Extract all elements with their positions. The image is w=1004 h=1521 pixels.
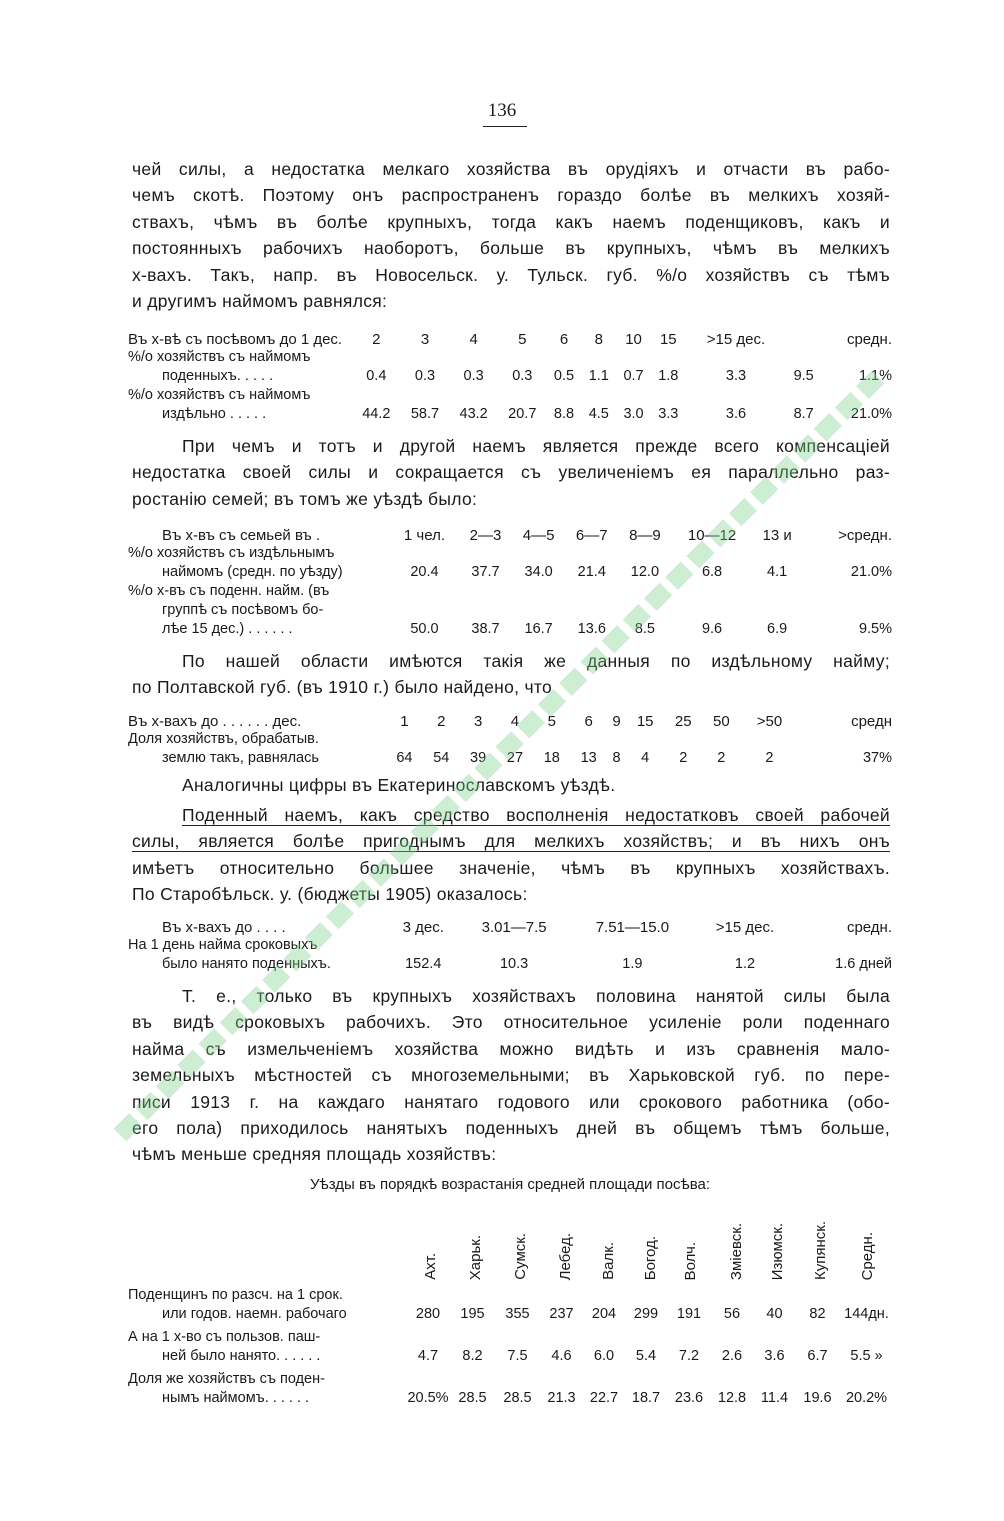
row-label-line: %/о хозяйствъ съ наймомъ (128, 387, 311, 403)
row-label-line: группѣ съ посѣвомъ бо- (162, 602, 324, 618)
cell: 8.2 (462, 1348, 483, 1364)
header-cell: 3 дес. (402, 919, 444, 936)
watermark-band (120, 375, 880, 1135)
cell: 21.0% (850, 564, 892, 580)
cell: 10.3 (499, 956, 529, 972)
header-cell: 6 (559, 331, 569, 348)
cell: 20.7 (508, 406, 537, 422)
cell: 5.5 » (850, 1348, 883, 1364)
cell: 21.3 (547, 1390, 576, 1406)
header-cell: 1 (400, 713, 409, 730)
cell: 37% (862, 750, 892, 766)
cell: 1.1 (588, 368, 609, 384)
cell: 4 (641, 750, 650, 766)
cell: 6.9 (767, 621, 788, 637)
text-line: недостатка своей силы и сокращается съ увеличеніемъ ея параллельно раз- (132, 462, 890, 483)
cell: 8.5 (634, 621, 655, 637)
header-cell: 2 (372, 331, 381, 348)
text-line: въ видѣ сроковыхъ рабочихъ. Это относительное усиленіе роли поденнаго (132, 1012, 890, 1033)
cell: 39 (470, 750, 487, 766)
cell: 4.7 (417, 1348, 439, 1364)
cell: 21.0% (850, 406, 892, 422)
cell: 37.7 (471, 564, 500, 580)
row-label-line: поденныхъ. . . . . (162, 368, 274, 384)
cell: 18.7 (631, 1390, 661, 1406)
header-cell: 3 (473, 713, 483, 730)
row-label-line: или годов. наемн. рабочаго (162, 1306, 347, 1322)
cell: 12.8 (717, 1390, 747, 1406)
header-cell: 15 (659, 331, 677, 348)
cell: 6.0 (593, 1348, 615, 1364)
cell: 6.7 (807, 1348, 828, 1364)
header-cell: средн (851, 713, 892, 730)
header-cell: 5 (547, 713, 556, 730)
text-line: ростанію семей; въ томъ же уѣздѣ было: (132, 488, 478, 509)
cell: 3.0 (623, 406, 644, 422)
cell: 0.3 (512, 368, 533, 384)
text-line: постоянныхъ рабочихъ наоборотъ, больше въ крупныхъ, чѣмъ въ мелкихъ (132, 238, 890, 259)
cell: 18 (543, 750, 560, 766)
text-line: Аналогичны цифры въ Екатеринославскомъ уѣздѣ. (182, 775, 616, 795)
cell: 21.4 (577, 564, 606, 580)
cell: 0.3 (463, 368, 484, 384)
cell: 1.2 (734, 956, 756, 972)
cell: 2 (717, 750, 726, 766)
cell: 20.5% (407, 1390, 449, 1406)
underlined-text: Поденный наемъ, какъ средство восполненія недостатковъ своей рабочей (182, 805, 890, 825)
column-header-text: Ахт. (421, 1253, 439, 1280)
cell: 8.8 (553, 406, 575, 422)
cell: 4.5 (588, 406, 609, 422)
cell: 2.6 (721, 1348, 743, 1364)
column-header-text: Купянск. (811, 1221, 829, 1280)
header-cell: 2—3 (469, 527, 502, 544)
header-cell: 50 (713, 713, 730, 730)
cell: 355 (505, 1306, 530, 1322)
header-cell: >50 (756, 713, 783, 730)
column-header-text: Лебед. (556, 1232, 574, 1280)
header-cell: 15 (636, 713, 654, 730)
cell: 280 (415, 1306, 441, 1322)
cell: 144дн. (844, 1306, 889, 1322)
header-cell: >15 дес. (706, 331, 766, 348)
cell: 7.2 (678, 1348, 700, 1364)
cell: 54 (433, 750, 450, 766)
cell: 0.5 (553, 368, 575, 384)
text-line: и другимъ наймомъ равнялся: (132, 291, 388, 312)
cell: 237 (549, 1306, 574, 1322)
header-cell: 3.01—7.5 (481, 919, 547, 936)
cell: 28.5 (458, 1390, 487, 1406)
cell: 4.1 (767, 564, 788, 580)
cell: 1.6 дней (835, 956, 892, 972)
header-cell: 6 (584, 713, 593, 730)
text-line: чѣмъ меньше средняя площадь хозяйствъ: (132, 1144, 497, 1165)
text-line: По нашей области имѣются такія же данныя по издѣльному найму; (182, 651, 890, 671)
underlined-text: силы, является болѣе пригоднымъ для мелкихъ хозяйствъ; и въ нихъ онъ (132, 831, 890, 852)
cell: 1.9 (622, 956, 643, 972)
cell: 43.2 (459, 406, 488, 422)
cell: 64 (396, 750, 413, 766)
column-header-text: Харьк. (466, 1234, 484, 1280)
cell: 8 (612, 750, 621, 766)
row-label-line: землю такъ, равнялась (162, 750, 319, 766)
cell: 11.4 (760, 1390, 789, 1406)
cell: 27 (506, 750, 524, 766)
header-cell: средн. (846, 331, 892, 348)
cell: 3.6 (725, 406, 747, 422)
column-header-text: Валк. (599, 1242, 617, 1280)
cell: 204 (591, 1306, 617, 1322)
cell: 3.6 (764, 1348, 785, 1364)
cell: 58.7 (410, 406, 440, 422)
cell: 2 (679, 750, 688, 766)
text-line: его пола) приходилось нанятыхъ поденныхъ дней въ общемъ тѣмъ больше, (132, 1118, 890, 1139)
text-line: по Полтавской губ. (въ 1910 г.) было найдено, что (132, 677, 553, 698)
text-line: Т. е., только въ крупныхъ хозяйствахъ половина нанятой силы была (182, 986, 890, 1006)
cell: 20.2% (845, 1390, 888, 1406)
header-cell: 10 (625, 331, 642, 348)
header-cell: 3 (420, 331, 430, 348)
text-line: имѣетъ относительно большее значеніе, чѣмъ въ крупныхъ хозяйствахъ. (132, 857, 890, 878)
row-label-line: А на 1 х-во съ пользов. паш- (128, 1329, 321, 1345)
header-cell: 4 (510, 713, 520, 730)
cell: 9.5 (793, 368, 814, 384)
text-line: найма съ измельченіемъ хозяйства можно видѣть и изъ сравненія мало- (132, 1038, 890, 1059)
row-label-line: Доля хозяйствъ, обрабатыв. (128, 731, 319, 747)
cell: 38.7 (471, 621, 500, 637)
text-line: чей силы, а недостатка мелкаго хозяйства въ орудіяхъ и отчасти въ рабо- (132, 159, 890, 179)
header-cell: 10—12 (687, 527, 737, 544)
header-cell: 13 и (762, 527, 792, 544)
header-label: Въ х-вѣ съ посѣвомъ до 1 дес. (128, 331, 343, 348)
header-cell: 25 (674, 713, 692, 730)
header-label: Въ х-вахъ до . . . . (162, 919, 286, 936)
header-label: Въ х-вахъ до . . . . . . дес. (128, 713, 302, 730)
cell: 20.4 (410, 564, 439, 580)
cell: 56 (723, 1306, 741, 1322)
cell: 152.4 (405, 956, 442, 972)
cell: 50.0 (410, 621, 439, 637)
header-cell: 9 (612, 713, 621, 730)
header-cell: 2 (437, 713, 446, 730)
header-cell: 6—7 (575, 527, 608, 544)
row-label-line: Доля же хозяйствъ съ поден- (128, 1371, 325, 1387)
column-header-text: Сумск. (511, 1233, 529, 1280)
column-header-text: Богод. (641, 1235, 659, 1280)
cell: 6.8 (701, 564, 723, 580)
cell: 28.5 (503, 1390, 532, 1406)
text-line: При чемъ и тотъ и другой наемъ является прежде всего компенсаціей (182, 436, 890, 456)
row-label-line: лѣе 15 дес.) . . . . . . (162, 621, 293, 637)
header-cell: 5 (518, 331, 527, 348)
text-line: чемъ скотѣ. Поэтому онъ распространенъ гораздо болѣе въ мелкихъ хозяй- (132, 185, 890, 206)
table-caption: Уѣзды въ порядкѣ возрастанія средней площади посѣва: (309, 1176, 711, 1193)
cell: 34.0 (524, 564, 553, 580)
row-label-line: нымъ наймомъ. . . . . . (162, 1390, 310, 1406)
header-cell: 8—9 (629, 527, 661, 544)
text-line: х-вахъ. Такъ, напр. въ Новосельск. у. Тульск. губ. %/о хозяйствъ съ тѣмъ (132, 264, 890, 285)
row-label-line: %/о хозяйствъ съ наймомъ (128, 349, 311, 365)
header-cell: 4 (469, 331, 478, 348)
page-number: 136 (487, 100, 517, 121)
text-line: ствахъ, чѣмъ въ болѣе крупныхъ, тогда какъ наемъ поденщиковъ, какъ и (132, 211, 890, 232)
cell: 23.6 (674, 1390, 704, 1406)
cell: 191 (676, 1306, 702, 1322)
text-line: По Старобѣльск. у. (бюджеты 1905) оказалось: (132, 884, 528, 905)
cell: 40 (766, 1306, 783, 1322)
cell: 19.6 (803, 1390, 832, 1406)
cell: 22.7 (589, 1390, 619, 1406)
header-cell: 7.51—15.0 (595, 919, 670, 936)
row-label-line: наймомъ (средн. по уѣзду) (162, 564, 343, 580)
cell: 3.3 (658, 406, 679, 422)
row-label-line: На 1 день найма сроковыхъ (128, 937, 318, 953)
cell: 82 (809, 1306, 826, 1322)
cell: 12.0 (630, 564, 660, 580)
column-header-text: Змiевск. (727, 1222, 745, 1280)
row-label-line: %/о хозяйствъ съ издѣльнымъ (128, 545, 335, 561)
cell: 195 (460, 1306, 485, 1322)
cell: 16.7 (524, 621, 553, 637)
header-cell: 4—5 (522, 527, 555, 544)
text-line: писи 1913 г. на каждаго нанятаго годового или срокового работника (обо- (132, 1091, 890, 1112)
column-header-text: Изюмск. (768, 1222, 786, 1280)
column-header-text: Волч. (681, 1241, 699, 1280)
cell: 0.4 (366, 368, 387, 384)
row-label-line: было нанято поденныхъ. (162, 956, 331, 972)
header-label: Въ х-въ съ семьей въ . (162, 527, 321, 544)
cell: 13.6 (577, 621, 606, 637)
header-cell: средн. (846, 919, 892, 936)
cell: 1.8 (658, 368, 679, 384)
cell: 13 (580, 750, 597, 766)
cell: 4.6 (551, 1348, 572, 1364)
row-label-line: издѣльно . . . . . (162, 406, 267, 422)
column-header-text: Средн. (858, 1231, 876, 1280)
cell: 0.3 (414, 368, 436, 384)
cell: 8.7 (793, 406, 814, 422)
cell: 2 (765, 750, 774, 766)
header-cell: 1 чел. (403, 527, 445, 544)
header-cell: 8 (594, 331, 603, 348)
text-line: земельныхъ мѣстностей съ многоземельными; въ Харьковской губ. по пере- (132, 1065, 890, 1086)
cell: 9.6 (701, 621, 723, 637)
row-label-line: ней было нанято. . . . . . (162, 1348, 321, 1364)
cell: 3.3 (725, 368, 747, 384)
cell: 7.5 (507, 1348, 528, 1364)
header-cell: >15 дес. (715, 919, 775, 936)
cell: 44.2 (362, 406, 391, 422)
cell: 9.5% (858, 621, 892, 637)
row-label-line: Поденщинъ по разсч. на 1 срок. (128, 1287, 343, 1303)
cell: 0.7 (623, 368, 644, 384)
cell: 5.4 (635, 1348, 657, 1364)
cell: 299 (633, 1306, 659, 1322)
header-cell: >средн. (838, 527, 892, 544)
row-label-line: %/о х-въ съ поденн. найм. (въ (128, 583, 330, 599)
cell: 1.1% (858, 368, 892, 384)
